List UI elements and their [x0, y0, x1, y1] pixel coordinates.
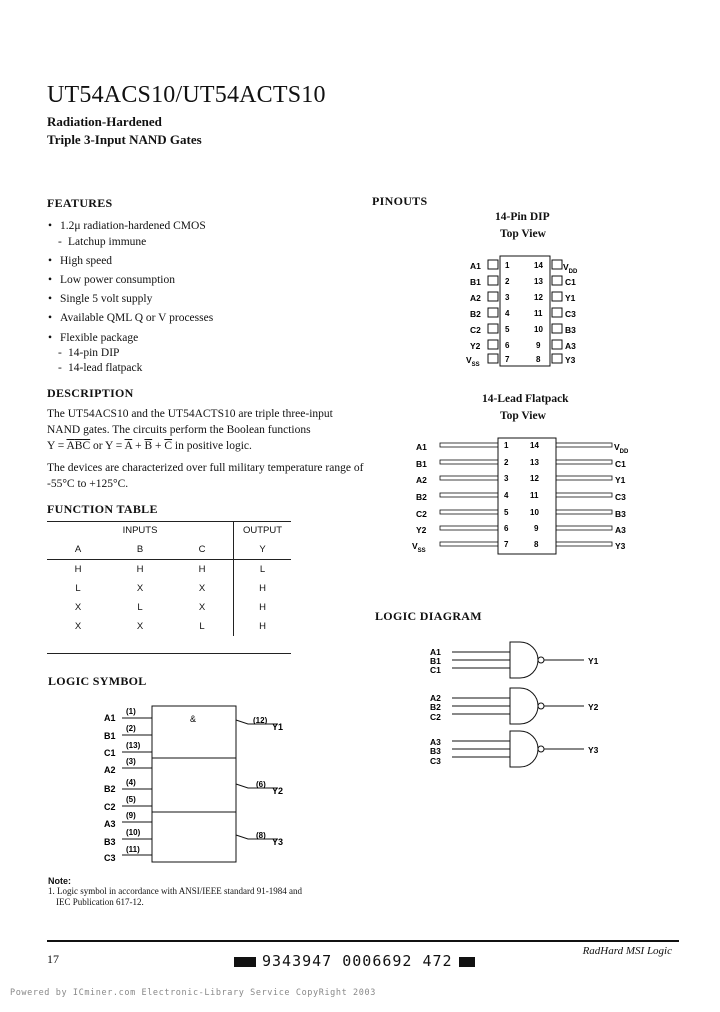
- svg-text:8: 8: [536, 355, 541, 364]
- symbol-input: [104, 724, 152, 741]
- flatpack-pin: [416, 474, 509, 485]
- flatpack-pin: [530, 491, 626, 502]
- barcode-number: 9343947 0006692 472: [234, 952, 475, 970]
- svg-text:6: 6: [504, 524, 509, 533]
- svg-text:2: 2: [505, 277, 510, 286]
- page-number: 17: [47, 952, 59, 966]
- svg-text:A1: A1: [470, 261, 481, 271]
- description-paragraph-1: The UT54ACS10 and the UT54ACTS10 are triple three-input NAND gates. The circuits perform the Boolean functions $Y = \overline{A}\overline{B}\overline{C}$ or $Y = \overline{A} + \overline{B} + \overline{C}$ in positive logic.: [47, 408, 333, 452]
- svg-text:C2: C2: [430, 712, 441, 722]
- flatpack-pin: [416, 491, 509, 502]
- svg-text:C3: C3: [104, 853, 116, 863]
- feature-item: • 1.2μ radiation-hardened CMOS: [48, 220, 206, 232]
- feature-item: • High speed: [48, 255, 113, 267]
- svg-text:C2: C2: [104, 802, 116, 812]
- dip-pin: [470, 292, 510, 303]
- document-title: UT54ACS10/UT54ACTS10: [47, 82, 326, 108]
- svg-text:6: 6: [505, 341, 510, 350]
- svg-text:B1: B1: [470, 277, 481, 287]
- logic-diagram: [420, 636, 620, 776]
- barcode-mark: [234, 957, 256, 967]
- svg-text:A3: A3: [104, 819, 116, 829]
- logic-symbol-box: [152, 706, 236, 862]
- svg-text:(8): (8): [256, 831, 266, 840]
- svg-text:B2: B2: [416, 492, 427, 502]
- dip-right-pins: [534, 260, 578, 365]
- svg-text:A3: A3: [565, 341, 576, 351]
- svg-text:13: 13: [534, 277, 543, 286]
- svg-text:C2: C2: [470, 325, 481, 335]
- flatpack-pin: [534, 524, 626, 535]
- svg-text:10: 10: [530, 508, 539, 517]
- svg-text:C3: C3: [615, 492, 626, 502]
- svg-text:(6): (6): [256, 780, 266, 789]
- inputs-header: INPUTS: [47, 521, 234, 540]
- svg-text:C1: C1: [104, 748, 116, 758]
- feature-item: • Single 5 volt supply: [48, 293, 153, 305]
- column-header-y: Y: [259, 544, 266, 555]
- and-symbol: &: [190, 714, 197, 724]
- svg-text:VSS: $V_{SS}$: [466, 355, 480, 368]
- feature-item: • Flexible package: [48, 332, 139, 344]
- svg-text:C1: C1: [615, 459, 626, 469]
- dip-pin: [536, 354, 576, 365]
- nand-gate-1: [430, 642, 599, 678]
- table-row: X X L H: [47, 617, 291, 636]
- credit-line: Powered by ICminer.com Electronic-Library Service CopyRight 2003: [10, 988, 376, 998]
- svg-text:5: 5: [505, 325, 510, 334]
- svg-text:Y3: Y3: [565, 355, 576, 365]
- svg-text:C3: C3: [430, 756, 441, 766]
- svg-text:13: 13: [530, 458, 539, 467]
- symbol-input: [104, 795, 152, 812]
- svg-text:(9): (9): [126, 811, 136, 820]
- symbol-input: [104, 845, 152, 863]
- svg-text:B3: B3: [615, 509, 626, 519]
- svg-text:B1: B1: [416, 459, 427, 469]
- svg-text:A1: A1: [104, 713, 116, 723]
- subtitle-line-2: Triple 3-Input NAND Gates: [47, 132, 202, 147]
- output-header: OUTPUT: [242, 525, 283, 536]
- svg-text:A2: A2: [470, 293, 481, 303]
- svg-text:Y3: Y3: [615, 541, 626, 551]
- svg-text:11: 11: [534, 309, 543, 318]
- description-paragraph-2: The devices are characterized over full military temperature range of -55°C to +125°C.: [47, 462, 364, 490]
- flatpack-pin: [416, 508, 509, 519]
- symbol-input: [104, 757, 152, 775]
- svg-text:B3: B3: [565, 325, 576, 335]
- symbol-outputs: [236, 716, 283, 847]
- flatpack-pin: [534, 540, 626, 551]
- dip-view-label: Top View: [500, 228, 546, 240]
- feature-item: • Available QML Q or V processes: [48, 312, 214, 324]
- svg-text:(4): (4): [126, 778, 136, 787]
- dip-pin: [470, 276, 510, 287]
- flatpack-pin: [530, 441, 629, 455]
- svg-text:A3: A3: [615, 525, 626, 535]
- feature-subitem: - Latchup immune: [58, 236, 147, 248]
- note-label: Note:: [48, 876, 71, 886]
- symbol-input: [104, 811, 152, 829]
- svg-text:C1: C1: [430, 665, 441, 675]
- logic-diagram-heading: LOGIC DIAGRAM: [375, 609, 482, 623]
- svg-text:B3: B3: [430, 746, 441, 756]
- svg-text:1: 1: [505, 261, 510, 270]
- flatpack-pin: [416, 441, 509, 452]
- svg-text:Y1: Y1: [588, 656, 599, 666]
- svg-text:14: 14: [534, 261, 543, 270]
- features-heading: FEATURES: [47, 196, 113, 210]
- svg-text:3: 3: [504, 474, 509, 483]
- subtitle-line-1: Radiation-Hardened: [47, 114, 162, 129]
- svg-text:(3): (3): [126, 757, 136, 766]
- svg-text:C2: C2: [416, 509, 427, 519]
- feature-item: • Low power consumption: [48, 274, 175, 286]
- svg-text:A1: A1: [430, 647, 441, 657]
- brand-label: RadHard MSI Logic: [582, 945, 672, 957]
- flatpack-pin: [530, 458, 626, 469]
- svg-text:9: 9: [536, 341, 541, 350]
- svg-text:Y2: Y2: [272, 786, 284, 796]
- dip-pin: [536, 340, 576, 351]
- svg-text:C3: C3: [565, 309, 576, 319]
- svg-text:(5): (5): [126, 795, 136, 804]
- flatpack-pin: [530, 474, 626, 485]
- flatpack-pin: [416, 524, 509, 535]
- dip-pinout-diagram: [455, 252, 595, 372]
- column-header-a: A: [74, 544, 82, 555]
- svg-text:(1): (1): [126, 707, 136, 716]
- svg-text:4: 4: [504, 491, 509, 500]
- svg-text:B2: B2: [470, 309, 481, 319]
- svg-text:A1: A1: [416, 442, 427, 452]
- svg-text:9: 9: [534, 524, 539, 533]
- svg-text:11: 11: [530, 491, 539, 500]
- note-line-2: IEC Publication 617-12.: [56, 897, 144, 907]
- footer-rule: [47, 940, 679, 942]
- column-header-b: B: [136, 544, 144, 555]
- dip-title: 14-Pin DIP: [495, 211, 550, 223]
- logic-symbol-heading: LOGIC SYMBOL: [48, 674, 147, 688]
- symbol-input: [104, 707, 152, 723]
- svg-text:B1: B1: [104, 731, 116, 741]
- symbol-inputs: [104, 707, 152, 863]
- symbol-output: [236, 716, 283, 732]
- svg-text:A2: A2: [416, 475, 427, 485]
- flatpack-view-label: Top View: [500, 410, 546, 422]
- svg-text:12: 12: [530, 474, 539, 483]
- flatpack-pin: [412, 540, 509, 554]
- svg-text:B2: B2: [430, 702, 441, 712]
- svg-text:Y2: Y2: [588, 702, 599, 712]
- svg-text:A2: A2: [430, 693, 441, 703]
- dip-pin: [534, 308, 576, 319]
- symbol-output: [236, 780, 283, 796]
- svg-text:2: 2: [504, 458, 509, 467]
- table-row: X L X H: [47, 598, 291, 617]
- dip-pin: [470, 308, 510, 319]
- flatpack-title: 14-Lead Flatpack: [482, 393, 569, 405]
- symbol-input: [104, 741, 152, 758]
- nand-gate-3: [430, 731, 599, 767]
- dip-pin: [534, 324, 576, 335]
- svg-text:Y2: Y2: [470, 341, 481, 351]
- feature-subitem: - 14-pin DIP: [58, 347, 120, 359]
- svg-text:12: 12: [534, 293, 543, 302]
- svg-text:4: 4: [505, 309, 510, 318]
- dip-left-pins: [466, 260, 510, 368]
- svg-text:5: 5: [504, 508, 509, 517]
- svg-text:(11): (11): [126, 845, 140, 854]
- svg-text:14: 14: [530, 441, 539, 450]
- function-table-heading: FUNCTION TABLE: [47, 502, 158, 516]
- description-heading: DESCRIPTION: [47, 386, 134, 400]
- logic-symbol-diagram: [90, 700, 320, 870]
- svg-text:VDD: $V_{DD}$: [563, 262, 578, 275]
- svg-text:Y3: Y3: [588, 745, 599, 755]
- svg-text:(12): (12): [253, 716, 268, 725]
- svg-text:7: 7: [504, 540, 509, 549]
- svg-text:10: 10: [534, 325, 543, 334]
- dip-pin: [534, 276, 576, 287]
- note-line-1: 1. Logic symbol in accordance with ANSI/IEEE standard 91-1984 and: [48, 886, 302, 896]
- dip-pin: [534, 292, 576, 303]
- svg-text:7: 7: [505, 355, 510, 364]
- svg-text:(2): (2): [126, 724, 136, 733]
- flatpack-right-pins: [530, 441, 629, 551]
- svg-text:(13): (13): [126, 741, 141, 750]
- svg-text:3: 3: [505, 293, 510, 302]
- svg-text:Y1: Y1: [272, 722, 284, 732]
- svg-text:Y1: Y1: [615, 475, 626, 485]
- svg-text:Y3: Y3: [272, 837, 284, 847]
- svg-text:VSS: $V_{SS}$: [412, 541, 426, 554]
- svg-text:A2: A2: [104, 765, 116, 775]
- dip-pin: [534, 260, 578, 275]
- dip-pin: [470, 324, 510, 335]
- function-table: [47, 521, 291, 636]
- svg-text:B3: B3: [104, 837, 116, 847]
- svg-text:8: 8: [534, 540, 539, 549]
- svg-text:1: 1: [504, 441, 509, 450]
- flatpack-pin: [530, 508, 626, 519]
- pinouts-heading: PINOUTS: [372, 194, 428, 208]
- barcode-mark: [459, 957, 475, 967]
- svg-text:C1: C1: [565, 277, 576, 287]
- flatpack-pinout-diagram: [410, 434, 640, 564]
- svg-text:B2: B2: [104, 784, 116, 794]
- svg-text:(10): (10): [126, 828, 141, 837]
- svg-text:B1: B1: [430, 656, 441, 666]
- feature-subitem: - 14-lead flatpack: [58, 362, 143, 374]
- dip-pin: [470, 340, 510, 351]
- nand-gate-2: [430, 688, 599, 724]
- column-header-c: C: [171, 540, 234, 560]
- table-row: H H H L: [47, 560, 291, 580]
- svg-text:Y2: Y2: [416, 525, 427, 535]
- svg-text:A3: A3: [430, 737, 441, 747]
- symbol-output: [236, 831, 283, 847]
- flatpack-pin: [416, 458, 509, 469]
- svg-text:VDD: $V_{DD}$: [614, 442, 629, 455]
- dip-pin: [470, 260, 510, 271]
- flatpack-left-pins: [412, 441, 509, 554]
- symbol-input: [104, 778, 152, 794]
- svg-text:Y1: Y1: [565, 293, 576, 303]
- table-row: L X X H: [47, 579, 291, 598]
